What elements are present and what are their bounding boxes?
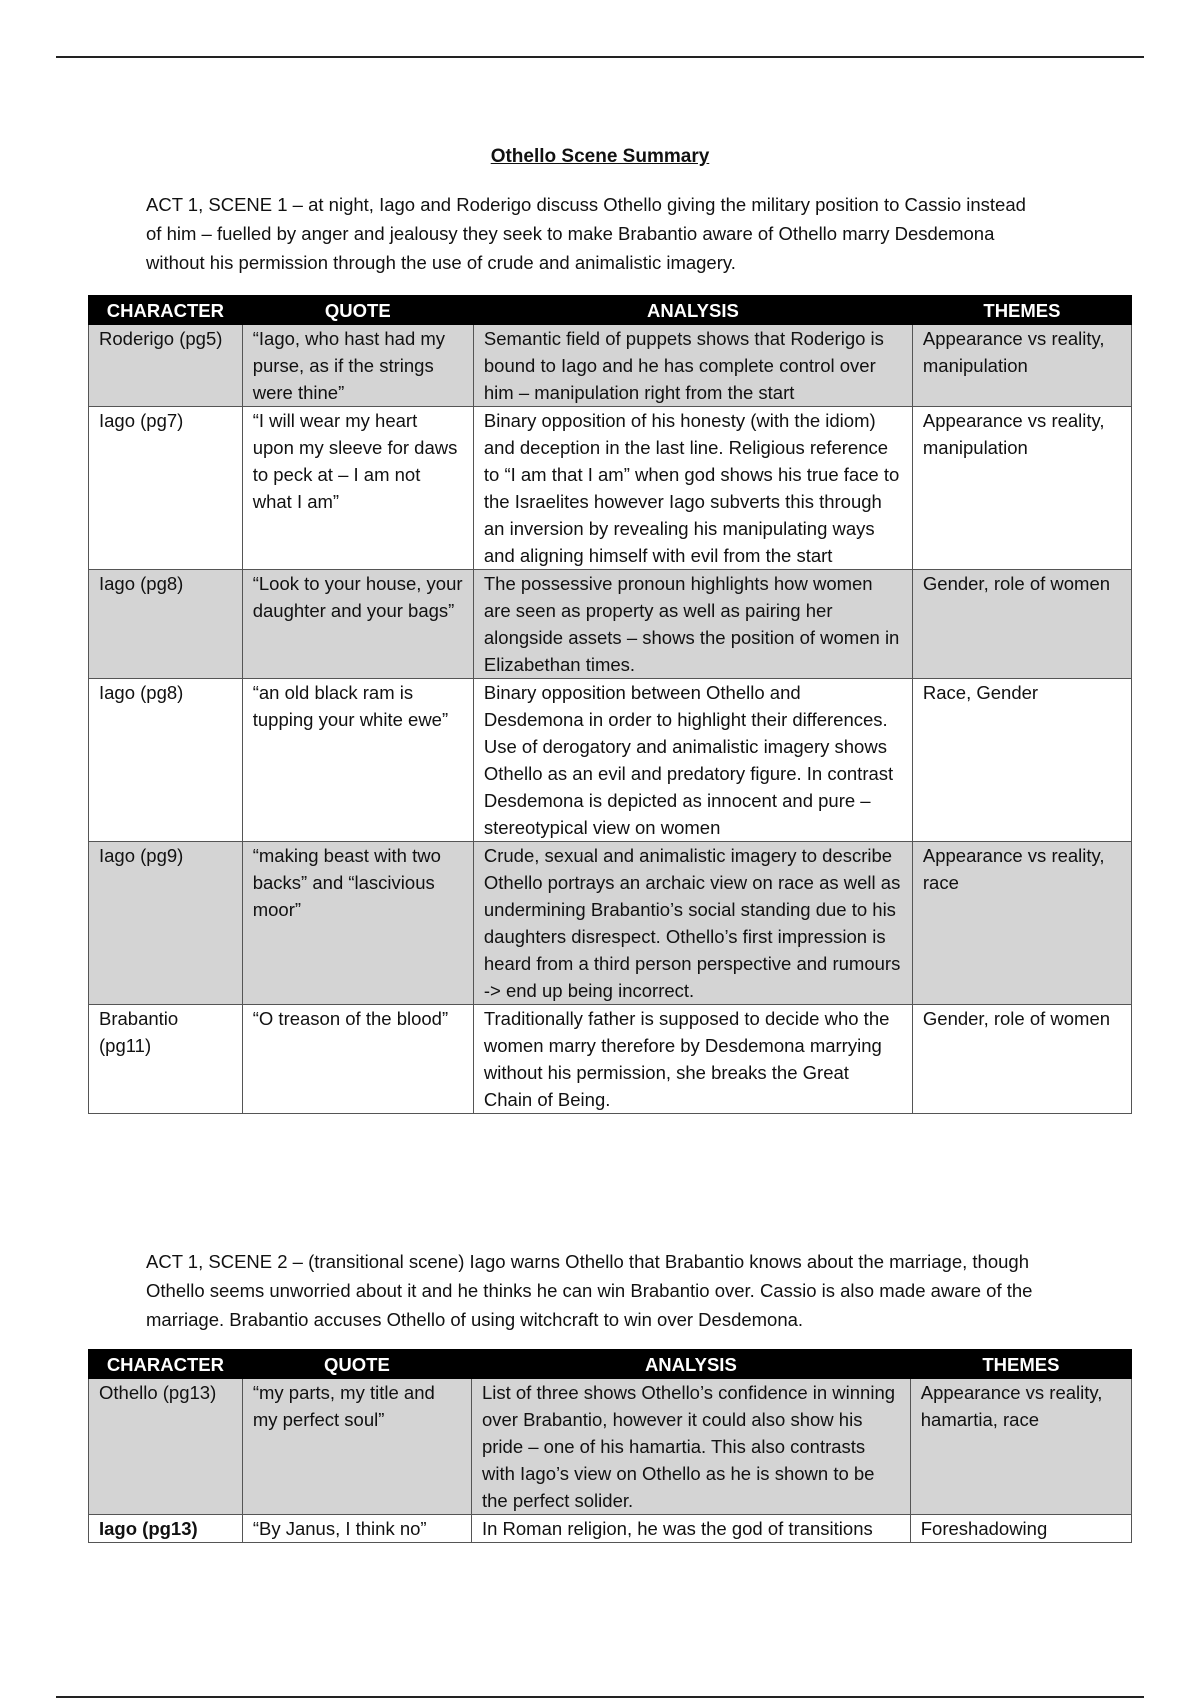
col-header-quote: QUOTE [242,296,473,325]
table-row [89,842,1132,1005]
table-row [89,570,1132,679]
table-header-row [89,1350,1132,1379]
themes-cell: Appearance vs reality, race [912,842,1131,1005]
themes-cell: Appearance vs reality, manipulation [912,407,1131,570]
scene2-table [88,1349,1132,1543]
character-cell: Iago (pg13) [89,1515,243,1543]
character-cell: Roderigo (pg5) [89,325,243,407]
character-cell: Othello (pg13) [89,1379,243,1515]
col-header-themes: THEMES [912,296,1131,325]
footer-rule [56,1696,1144,1698]
themes-cell: Race, Gender [912,679,1131,842]
scene1-intro: ACT 1, SCENE 1 – at night, Iago and Roderigo discuss Othello giving the military position to Cassio instead of him – fuelled by anger and jealousy they seek to make Brabantio aware of Othello marry Desdemona without his permission through the use of crude and animalistic imagery. [146,194,1026,273]
analysis-cell: Binary opposition of his honesty (with the idiom) and deception in the last line. Religious reference to “I am that I am” when god shows his true face to the Israelites however Iago subverts this through an inversion by revealing his manipulating ways and aligning himself with evil from the start [473,407,912,570]
analysis-cell: The possessive pronoun highlights how women are seen as property as well as pairing her alongside assets – shows the position of women in Elizabethan times. [473,570,912,679]
quote-cell: “making beast with two backs” and “lascivious moor” [242,842,473,1005]
analysis-cell: Crude, sexual and animalistic imagery to describe Othello portrays an archaic view on race as well as undermining Brabantio’s social standing due to his daughters disrespect. Othello’s first impression is heard from a third person perspective and rumours -> end up being incorrect. [473,842,912,1005]
character-cell: Iago (pg8) [89,679,243,842]
character-cell: Iago (pg9) [89,842,243,1005]
col-header-analysis: ANALYSIS [471,1350,910,1379]
themes-cell: Appearance vs reality, hamartia, race [910,1379,1131,1515]
quote-cell: “an old black ram is tupping your white ewe” [242,679,473,842]
analysis-cell: In Roman religion, he was the god of transitions [471,1515,910,1543]
themes-cell: Foreshadowing [910,1515,1131,1543]
col-header-analysis: ANALYSIS [473,296,912,325]
table-row [89,1515,1132,1543]
character-cell: Iago (pg8) [89,570,243,679]
analysis-cell: Binary opposition between Othello and Desdemona in order to highlight their differences. Use of derogatory and animalistic imagery shows Othello as an evil and predatory figure. In contrast Desdemona is depicted as innocent and pure – stereotypical view on women [473,679,912,842]
quote-cell: “my parts, my title and my perfect soul” [242,1379,471,1515]
col-header-quote: QUOTE [242,1350,471,1379]
table-header-row [89,296,1132,325]
character-cell: Iago (pg7) [89,407,243,570]
table-row [89,407,1132,570]
analysis-cell: Semantic field of puppets shows that Roderigo is bound to Iago and he has complete control over him – manipulation right from the start [473,325,912,407]
table-row [89,325,1132,407]
scene1-table [88,295,1132,1114]
document-title: Othello Scene Summary [490,146,710,167]
quote-cell: “I will wear my heart upon my sleeve for daws to peck at – I am not what I am” [242,407,473,570]
themes-cell: Gender, role of women [912,570,1131,679]
header-rule [56,56,1144,58]
col-header-character: CHARACTER [89,296,243,325]
themes-cell: Gender, role of women [912,1005,1131,1114]
quote-cell: “Look to your house, your daughter and your bags” [242,570,473,679]
quote-cell: “Iago, who hast had my purse, as if the strings were thine” [242,325,473,407]
col-header-character: CHARACTER [89,1350,243,1379]
themes-cell: Appearance vs reality, manipulation [912,325,1131,407]
table-row [89,1005,1132,1114]
col-header-themes: THEMES [910,1350,1131,1379]
table-row [89,679,1132,842]
table-row [89,1379,1132,1515]
analysis-cell: Traditionally father is supposed to decide who the women marry therefore by Desdemona marrying without his permission, she breaks the Great Chain of Being. [473,1005,912,1114]
scene2-intro: ACT 1, SCENE 2 – (transitional scene) Iago warns Othello that Brabantio knows about the marriage, though Othello seems unworried about it and he thinks he can win Brabantio over. Cassio is also made aware of the marriage. Brabantio accuses Othello of using witchcraft to win over Desdemona. [146,1251,1033,1330]
analysis-cell: List of three shows Othello’s confidence in winning over Brabantio, however it could also show his pride – one of his hamartia. This also contrasts with Iago’s view on Othello as he is shown to be the perfect solider. [471,1379,910,1515]
quote-cell: “O treason of the blood” [242,1005,473,1114]
character-cell: Brabantio (pg11) [89,1005,243,1114]
quote-cell: “By Janus, I think no” [242,1515,471,1543]
